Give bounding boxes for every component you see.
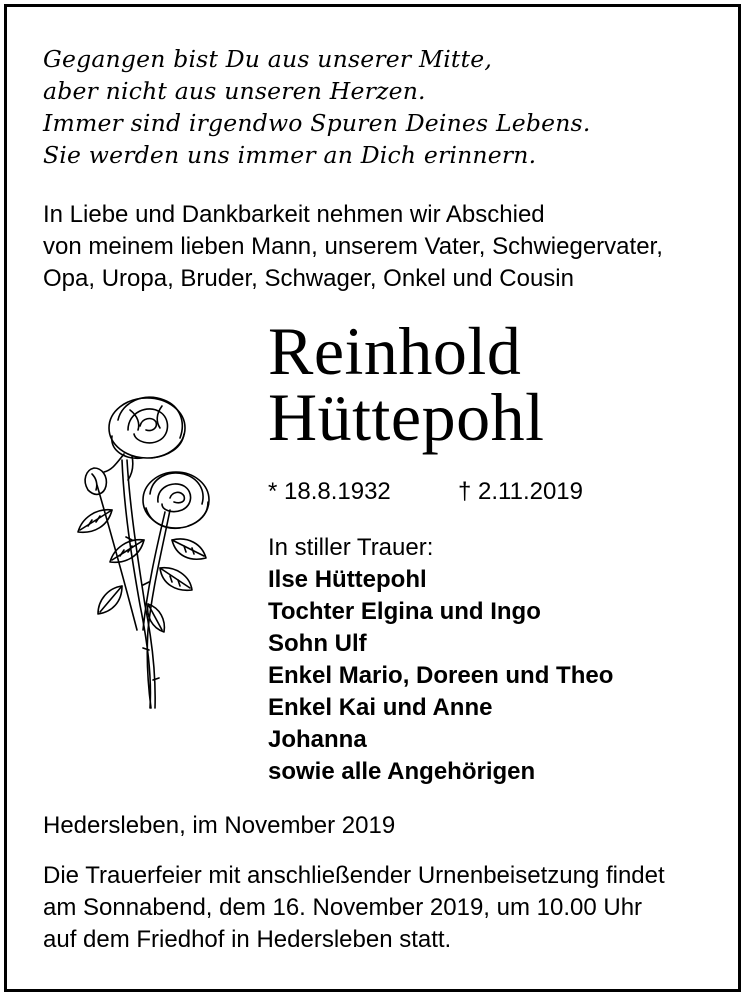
intro-line: von meinem lieben Mann, unserem Vater, Schwiegervater, [43, 233, 663, 260]
roses-icon [52, 390, 222, 720]
intro-line: Opa, Uropa, Bruder, Schwager, Onkel und Cousin [43, 265, 574, 292]
mourner-name: sowie alle Angehörigen [268, 758, 536, 785]
mourner-name: Sohn Ulf [268, 630, 367, 657]
mourner-name: Enkel Kai und Anne [268, 694, 493, 721]
poem-line: Sie werden uns immer an Dich erinnern. [43, 141, 537, 169]
mourners-list [268, 532, 613, 788]
death-date: † 2.11.2019 [458, 478, 584, 505]
mourner-name: Johanna [268, 726, 367, 753]
place-and-date: Hedersleben, im November 2019 [43, 812, 396, 839]
closing-line: am Sonnabend, dem 16. November 2019, um 10.00 Uhr [43, 894, 643, 921]
deceased-name [268, 313, 545, 455]
closing-line: Die Trauerfeier mit anschließender Urnenbeisetzung findet [43, 862, 665, 889]
closing-line: auf dem Friedhof in Hedersleben statt. [43, 926, 452, 953]
mourner-name: Tochter Elgina und Ingo [268, 598, 541, 625]
funeral-details [43, 860, 733, 956]
mourner-name: Ilse Hüttepohl [268, 566, 427, 593]
mourning-heading: In stiller Trauer: [268, 534, 434, 561]
intro-line: In Liebe und Dankbarkeit nehmen wir Abschied [43, 201, 545, 228]
poem-line: aber nicht aus unseren Herzen. [43, 77, 426, 105]
last-name: Hüttepohl [268, 379, 545, 455]
poem-line: Immer sind irgendwo Spuren Deines Lebens. [43, 109, 591, 137]
mourner-name: Enkel Mario, Doreen und Theo [268, 662, 614, 689]
farewell-intro [43, 199, 723, 295]
memorial-poem [43, 43, 683, 171]
birth-date: * 18.8.1932 [268, 478, 391, 505]
poem-line: Gegangen bist Du aus unserer Mitte, [43, 45, 493, 73]
life-dates [268, 476, 628, 508]
first-name: Reinhold [268, 313, 522, 389]
